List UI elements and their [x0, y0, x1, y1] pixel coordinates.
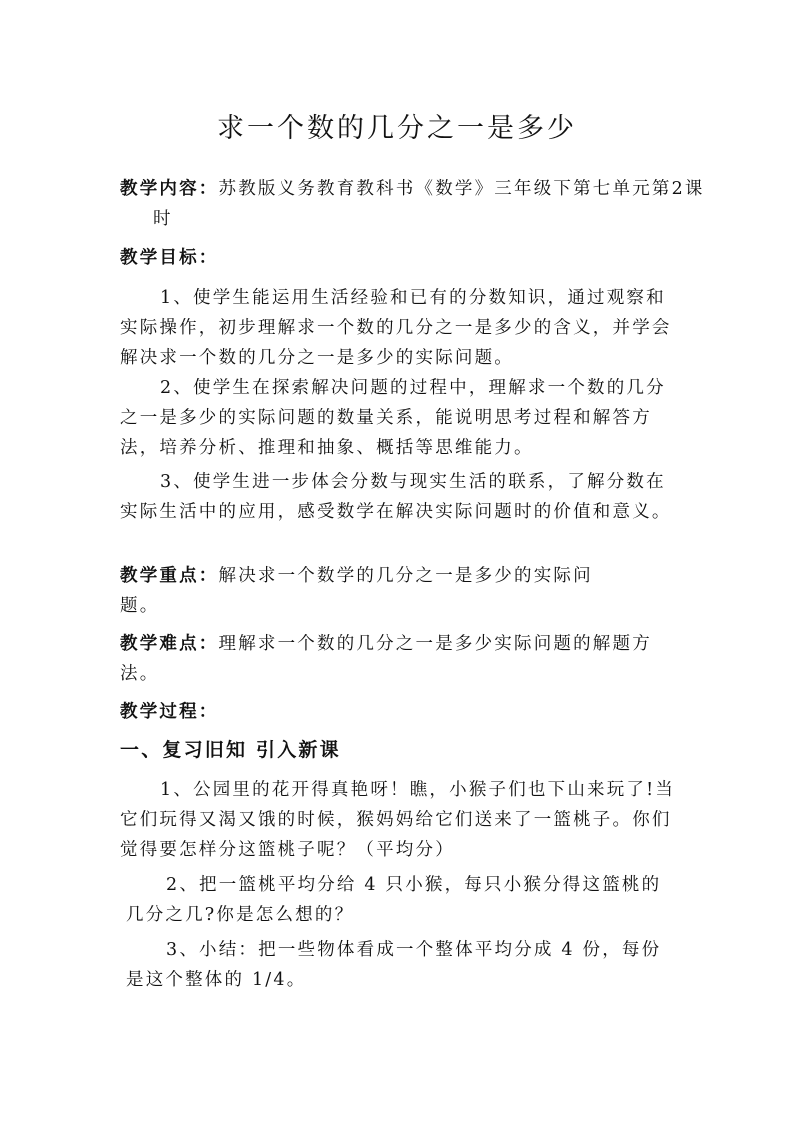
- objective-item-1: 1、使学生能运用生活经验和已有的分数知识，通过观察和实际操作，初步理解求一个数的几分之一是多少的含义，并学会解决求一个数的几分之一是多少的实际问题。: [120, 288, 672, 368]
- key-point: [120, 561, 610, 621]
- objective-item-2: 2、使学生在探索解决问题的过程中，理解求一个数的几分之一是多少的实际问题的数量关系，能说明思考过程和解答方法，培养分析、推理和抽象、概括等思维能力。: [120, 378, 666, 458]
- section-1-heading: 一、复习旧知 引入新课: [120, 739, 341, 761]
- teaching-content-text: 苏教版义务教育教科书《数学》三年级下第七单元第2课时: [153, 179, 705, 229]
- teaching-content: [120, 174, 713, 234]
- difficulty: [120, 629, 680, 689]
- objectives-label: 教学目标：: [120, 248, 219, 268]
- process-label: 教学过程：: [120, 702, 219, 722]
- objective-item-3: 3、使学生进一步体会分数与现实生活的联系，了解分数在实际生活中的应用，感受数学在解决实际问题时的价值和意义。: [120, 472, 672, 522]
- section-1-item-3: 3、小结：把一些物体看成一个整体平均分成 4 份，每份是这个整体的 1/4。: [126, 940, 662, 990]
- key-point-label: 教学重点：: [120, 566, 219, 586]
- teaching-content-label: 教学内容：: [120, 179, 219, 199]
- section-1-item-2: 2、把一篮桃平均分给 4 只小猴，每只小猴分得这篮桃的几分之几?你是怎么想的？: [126, 875, 662, 925]
- difficulty-text: 理解求一个数的几分之一是多少实际问题的解题方法。: [120, 634, 652, 684]
- key-point-text: 解决求一个数学的几分之一是多少的实际问题。: [120, 566, 593, 616]
- document-title: 求一个数的几分之一是多少: [217, 113, 577, 145]
- difficulty-label: 教学难点：: [120, 634, 219, 654]
- section-1-item-1: 1、公园里的花开得真艳呀！瞧，小猴子们也下山来玩了!当它们玩得又渴又饿的时候，猴妈妈给它们送来了一篮桃子。你们觉得要怎样分这篮桃子呢？（平均分）: [120, 780, 676, 860]
